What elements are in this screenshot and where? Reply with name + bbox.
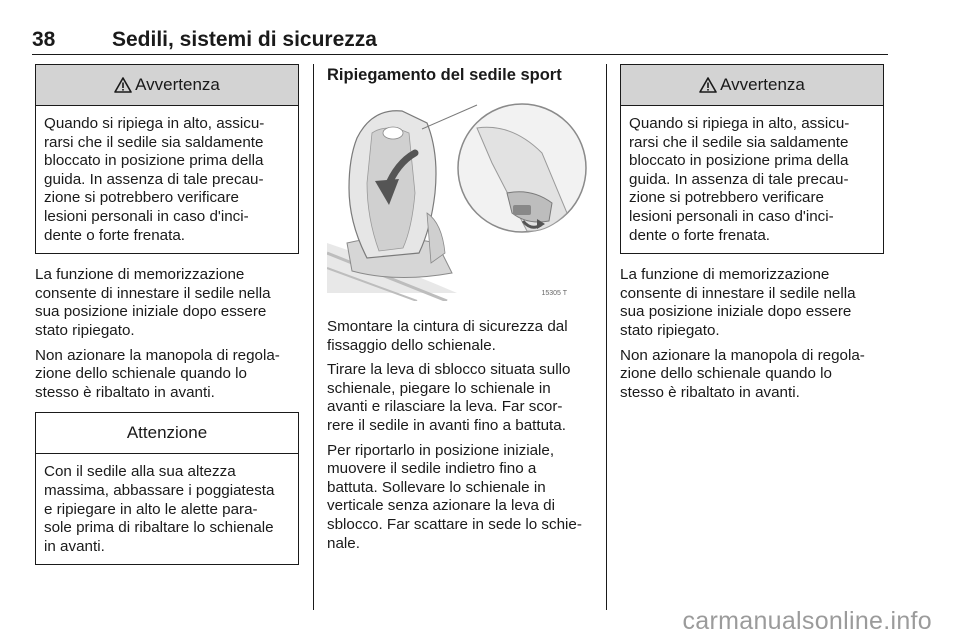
text-line: Con il sedile alla sua altezza — [44, 463, 236, 481]
text-line: Tirare la leva di sblocco situata sullo — [327, 361, 571, 379]
text-line: sua posizione iniziale dopo essere — [620, 303, 852, 321]
text-line: rere il sedile in avanti fino a battuta. — [327, 416, 566, 434]
text-line: zione si potrebbero verificare — [44, 189, 240, 207]
text-line: sole prima di ribaltare lo schienale — [44, 519, 274, 537]
warning-box-title: Avvertenza — [720, 75, 805, 94]
text-line: rarsi che il sedile sia saldamente — [629, 133, 849, 151]
warning-box-header — [36, 65, 298, 106]
text-line: zione si potrebbero verificare — [629, 189, 825, 207]
page-header — [32, 26, 888, 55]
text-line: stesso è ribaltato in avanti. — [620, 383, 800, 401]
text-line: muovere il sedile indietro fino a — [327, 460, 537, 478]
text-line: lesioni personali in caso d'inci- — [44, 207, 249, 225]
recline-knob-paragraph — [35, 347, 299, 403]
warning-box-text — [621, 106, 883, 253]
text-line: Non azionare la manopola di regola- — [35, 346, 280, 364]
text-line: Quando si ripiega in alto, assicu- — [44, 115, 265, 132]
section-title: Ripiegamento del sedile sport — [327, 66, 562, 84]
text-line: nale. — [327, 534, 360, 552]
text-line: dente o forte frenata. — [44, 226, 186, 244]
caution-box-header — [36, 413, 298, 454]
text-line: schienale, piegare lo schienale in — [327, 379, 551, 397]
illustration-code: 15305 T — [541, 290, 567, 297]
warning-box-header — [621, 65, 883, 106]
text-line: stesso è ribaltato in avanti. — [35, 383, 215, 401]
text-line: sua posizione iniziale dopo essere — [35, 303, 267, 321]
text-line: stato ripiegato. — [35, 321, 135, 339]
column-divider-right — [606, 64, 607, 610]
text-line: zione dello schienale quando lo — [620, 365, 832, 383]
column-divider-left — [313, 64, 314, 610]
text-line: guida. In assenza di tale precau- — [629, 170, 849, 188]
page-number: 38 — [32, 28, 56, 51]
caution-box-text — [36, 454, 298, 564]
warning-triangle-icon — [699, 77, 717, 93]
warning-box-title: Avvertenza — [135, 75, 220, 94]
text-line: sblocco. Far scattare in sede lo schie- — [327, 515, 582, 533]
belt-removal-paragraph — [327, 318, 595, 355]
page-title: Sedili, sistemi di sicurezza — [112, 28, 377, 51]
text-line: guida. In assenza di tale precau- — [44, 170, 264, 188]
text-line: e ripiegare in alto le alette para- — [44, 500, 258, 518]
text-line: avanti e rilasciare la leva. Far scor- — [327, 398, 563, 416]
text-line: Per riportarlo in posizione iniziale, — [327, 441, 555, 459]
text-line: La funzione di memorizzazione — [620, 266, 830, 284]
text-line: zione dello schienale quando lo — [35, 365, 247, 383]
warning-box — [35, 64, 299, 254]
text-line: bloccato in posizione prima della — [44, 152, 264, 170]
text-line: in avanti. — [44, 537, 105, 555]
text-line: Smontare la cintura di sicurezza dal — [327, 318, 568, 335]
text-line: consente di innestare il sedile nella — [620, 284, 856, 302]
text-line: Quando si ripiega in alto, assicu- — [629, 115, 850, 132]
warning-box — [620, 64, 884, 254]
text-line: massima, abbassare i poggiatesta — [44, 481, 275, 499]
text-line: Non azionare la manopola di regola- — [620, 346, 865, 364]
recline-knob-paragraph — [620, 347, 884, 403]
middle-column — [327, 64, 595, 559]
memory-function-paragraph — [620, 266, 884, 340]
text-line: rarsi che il sedile sia saldamente — [44, 133, 264, 151]
restore-position-paragraph — [327, 442, 595, 554]
watermark: carmanualsonline.info — [682, 607, 932, 635]
text-line: stato ripiegato. — [620, 321, 720, 339]
warning-triangle-icon — [114, 77, 132, 93]
text-line: La funzione di memorizzazione — [35, 266, 245, 284]
seat-folding-illustration — [327, 93, 591, 301]
text-line: bloccato in posizione prima della — [629, 152, 849, 170]
text-line: fissaggio dello schienale. — [327, 336, 496, 354]
caution-box — [35, 412, 299, 565]
left-column — [35, 64, 299, 565]
release-lever-paragraph — [327, 361, 595, 435]
text-line: lesioni personali in caso d'inci- — [629, 207, 834, 225]
text-line: verticale senza azionare la leva di — [327, 497, 555, 515]
text-line: consente di innestare il sedile nella — [35, 284, 271, 302]
memory-function-paragraph — [35, 266, 299, 340]
warning-box-text — [36, 106, 298, 253]
text-line: dente o forte frenata. — [629, 226, 771, 244]
text-line: battuta. Sollevare lo schienale in — [327, 478, 546, 496]
right-column — [620, 64, 884, 408]
caution-box-title: Attenzione — [126, 423, 208, 443]
